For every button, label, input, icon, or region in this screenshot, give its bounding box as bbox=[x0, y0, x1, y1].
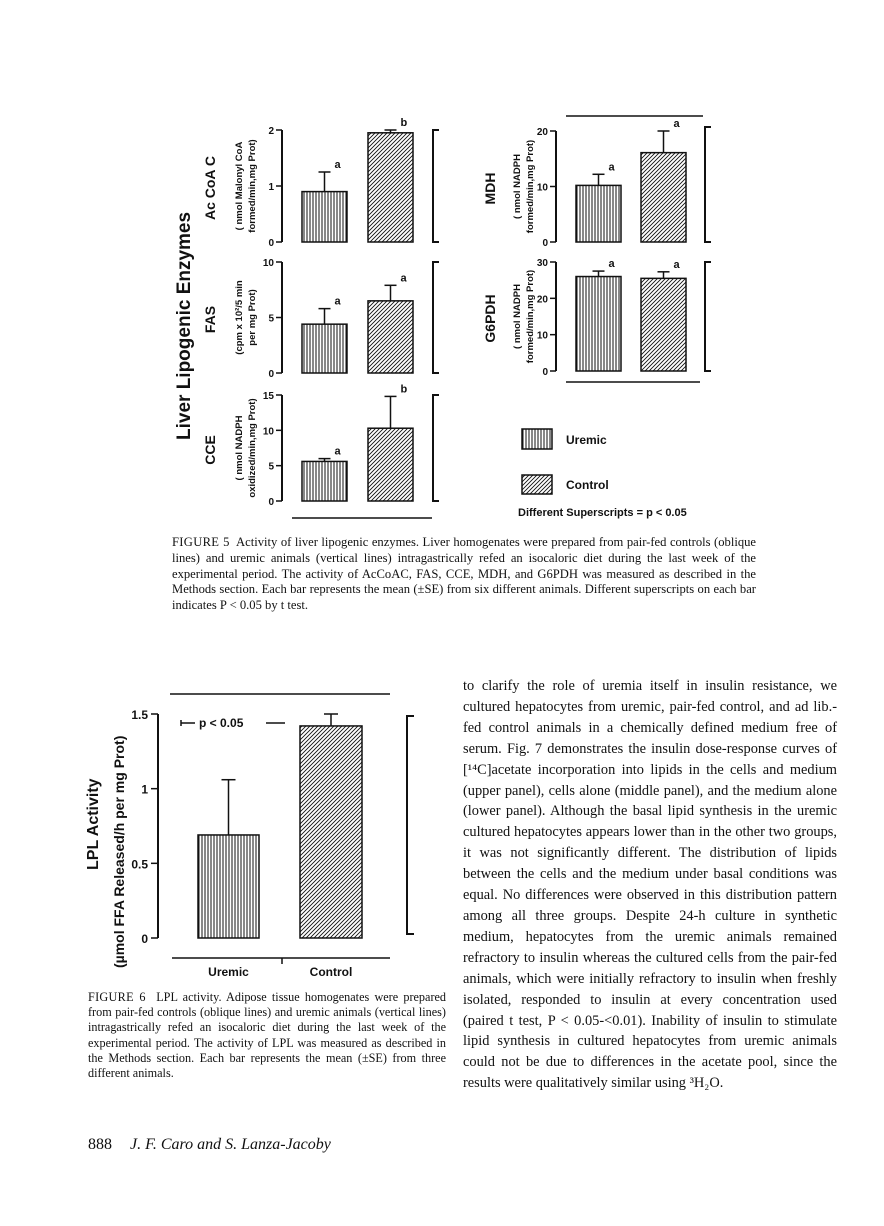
y-tick-label: 0 bbox=[268, 497, 274, 508]
panel-title: G6PDH bbox=[482, 294, 498, 343]
figure6-caption-text: LPL activity. Adipose tissue homogenates were prepared from pair-fed controls (oblique lines) and uremic animals (vertical lines) intragastrically refed an isocaloric diet during the last week of the experimental period. The activity of LPL was measured as described in the Methods section. Each bar represents the mean (±SE) from three different animals. bbox=[88, 990, 447, 1081]
superscript-control: a bbox=[673, 258, 680, 271]
lpl-ylabel-units: (µmol FFA Released/h per mg Prot) bbox=[111, 735, 127, 968]
y-tick-label: 0 bbox=[141, 932, 148, 946]
y-tick-label: 20 bbox=[536, 294, 548, 306]
superscript-control: b bbox=[400, 383, 408, 396]
panel-bracket bbox=[407, 716, 414, 934]
bar-uremic bbox=[198, 835, 259, 938]
panel-units: (cpm x 10²/5 min bbox=[234, 280, 245, 355]
panel-title: Ac CoA C bbox=[202, 155, 218, 221]
y-tick-label: 5 bbox=[268, 461, 274, 473]
panel-units: ( nmol NADPH bbox=[512, 154, 523, 219]
superscript-uremic: a bbox=[334, 445, 341, 458]
y-tick-label: 20 bbox=[536, 127, 548, 138]
annotation-text: p < 0.05 bbox=[199, 716, 244, 730]
superscript-uremic: a bbox=[334, 159, 341, 171]
y-tick-label: 0 bbox=[542, 238, 548, 249]
superscript-uremic: a bbox=[608, 258, 615, 271]
legend-control-label: Control bbox=[566, 478, 609, 492]
panel-title: MDH bbox=[482, 172, 498, 205]
lpl-ylabel-title: LPL Activity bbox=[85, 778, 102, 870]
y-tick-label: 2 bbox=[268, 126, 274, 137]
figure6-caption-label: FIGURE 6 bbox=[88, 990, 146, 1004]
y-tick-label: 0 bbox=[268, 369, 274, 380]
y-tick-label: 1 bbox=[141, 782, 148, 797]
lpl-chart bbox=[131, 708, 414, 979]
y-tick-label: 10 bbox=[536, 182, 548, 194]
y-tick-label: 0.5 bbox=[131, 857, 148, 872]
y-tick-label: 1.5 bbox=[131, 708, 148, 722]
panel-units: per mg Prot) bbox=[247, 289, 258, 346]
y-tick-label: 10 bbox=[536, 330, 548, 342]
panel-units: formed/min,mg Prot) bbox=[247, 139, 258, 233]
figure5-caption-label: FIGURE 5 bbox=[172, 535, 230, 549]
y-tick-label: 10 bbox=[262, 258, 274, 269]
panel-units: oxidized/min,mg Prot) bbox=[247, 398, 258, 498]
panel-units: ( nmol NADPH bbox=[234, 415, 245, 481]
panel-units: ( nmol NADPH bbox=[512, 284, 523, 349]
figure6-caption bbox=[88, 990, 446, 1081]
bar-control bbox=[300, 726, 362, 938]
figure5-title: Liver Lipogenic Enzymes bbox=[174, 211, 195, 440]
superscript-control: a bbox=[400, 272, 407, 285]
superscript-control: b bbox=[400, 117, 408, 129]
legend-uremic-label: Uremic bbox=[566, 433, 607, 447]
y-tick-label: 0 bbox=[268, 238, 274, 249]
panel-units: formed/min,mg Prot) bbox=[525, 139, 536, 234]
panel-units: ( nmol Malonyl CoA bbox=[234, 141, 245, 231]
panel-units: formed/min,mg Prot) bbox=[525, 269, 536, 364]
superscript-uremic: a bbox=[608, 161, 615, 174]
y-tick-label: 30 bbox=[536, 258, 548, 269]
x-tick-label: Control bbox=[309, 965, 353, 979]
page-number: 888 bbox=[88, 1136, 112, 1153]
page-footer bbox=[88, 1136, 331, 1154]
panel-title: FAS bbox=[202, 305, 218, 334]
y-tick-label: 15 bbox=[262, 391, 274, 402]
body-text: to clarify the role of uremia itself in insulin resistance, we cultured hepatocytes from uremic, pair-fed control, and ad lib.-fed control animals in a chemically defined medium free of serum. Fig. 7 demonstrates the insulin dose-response curves of [¹⁴C]acetate incorporation into lipids in the cells and medium (upper panel), cells alone (middle panel), and the medium alone (lower panel). Although the basal lipid synthesis in the uremic cultured hepatocytes appears lower than in the other two groups, it was not significantly different. The distribution of lipids between the cells and the medium under basal conditions was equal. No differences were observed in this distribution pattern among all three groups. Despite 24-h culture in synthetic medium, hepatocytes from the uremic animals remained refractory to insulin whereas the cultured cells from the pair-fed animals, which were initially refractory to insulin when freshly isolated, responded to insulin at every concentration used (paired t test, P < 0.05-<0.01). Inability of insulin to stimulate lipid synthesis in cultured hepatocytes from uremic animals could not be due to differences in the acetate pool, since the results were qualitatively similar using ³H₂O. bbox=[463, 678, 837, 1092]
y-tick-label: 5 bbox=[268, 313, 274, 325]
y-tick-label: 0 bbox=[542, 367, 548, 378]
footer-authors: J. F. Caro and S. Lanza-Jacoby bbox=[130, 1136, 331, 1153]
panel-title: CCE bbox=[202, 435, 218, 465]
y-tick-label: 10 bbox=[262, 426, 274, 438]
y-tick-label: 1 bbox=[268, 182, 274, 193]
superscript-uremic: a bbox=[334, 295, 341, 308]
figure5-caption-text: Activity of liver lipogenic enzymes. Liver homogenates were prepared from pair-fed controls (oblique lines) and uremic animals (vertical lines) intragastrically refed an isocaloric diet during the last week of the experimental period. The activity of AcCoAC, FAS, CCE, MDH, and G6PDH was measured as described in the Methods section. Each bar represents the mean (±SE) from six different animals. Different superscripts on each bar indicates P < 0.05 by t test. bbox=[172, 535, 757, 613]
legend-note: Different Superscripts = p < 0.05 bbox=[518, 507, 687, 519]
x-tick-label: Uremic bbox=[208, 965, 249, 979]
superscript-control: a bbox=[673, 118, 680, 130]
